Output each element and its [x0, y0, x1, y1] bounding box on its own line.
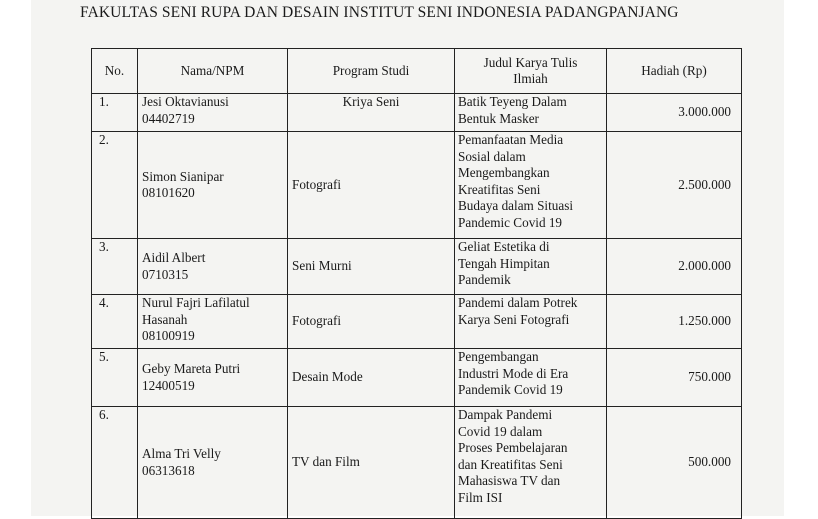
column-header-judul-line: Ilmiah: [513, 71, 548, 86]
judul-line: Pandemik Covid 19: [458, 382, 563, 397]
judul-line: Mengembangkan: [458, 165, 550, 180]
row-number: 2.: [92, 132, 138, 239]
hadiah-amount: 1.250.000: [607, 295, 742, 349]
column-header-judul: [455, 49, 607, 94]
student-name-cont: Hasanah: [142, 311, 188, 327]
student-npm: 08100919: [142, 328, 195, 343]
judul-cell: [455, 94, 607, 132]
student-npm: 0710315: [142, 266, 189, 282]
column-header-nama: Nama/NPM: [138, 49, 288, 94]
student-name: Aidil Albert: [142, 250, 206, 265]
judul-cell: [455, 239, 607, 295]
program-studi: Fotografi: [288, 295, 455, 349]
table-header-row: [92, 49, 742, 94]
program-studi: Seni Murni: [288, 239, 455, 295]
student-cell: [138, 132, 288, 239]
judul-line: Budaya dalam Situasi: [458, 198, 574, 213]
row-number: 5.: [92, 349, 138, 407]
student-name: Simon Sianipar: [142, 168, 224, 184]
judul-line: Geliat Estetika di: [458, 239, 550, 254]
hadiah-amount: 2.500.000: [607, 132, 742, 239]
student-name: Nurul Fajri Lafilatul: [142, 295, 250, 310]
table-row: [92, 295, 742, 349]
program-studi: TV dan Film: [288, 407, 455, 519]
table-row: [92, 94, 742, 132]
program-studi: Fotografi: [288, 132, 455, 239]
judul-cell: [455, 407, 607, 519]
judul-cell: [455, 132, 607, 239]
judul-line: Pemanfaatan Media: [458, 132, 564, 147]
judul-line: Film ISI: [458, 489, 503, 505]
student-npm: 12400519: [142, 377, 195, 393]
judul-line: Proses Pembelajaran: [458, 440, 568, 455]
row-number: 3.: [92, 239, 138, 295]
judul-line: Industri Mode di Era: [458, 365, 569, 381]
student-npm: 04402719: [142, 110, 195, 126]
judul-line: Tengah Himpitan: [458, 255, 550, 271]
column-header-hadiah: Hadiah (Rp): [607, 49, 742, 94]
row-number: 4.: [92, 295, 138, 349]
table-row: [92, 239, 742, 295]
student-cell: [138, 239, 288, 295]
judul-line: Karya Seni Fotografi: [458, 311, 570, 327]
table-row: [92, 349, 742, 407]
row-number: 1.: [92, 94, 138, 132]
table-row: [92, 132, 742, 239]
student-npm: 06313618: [142, 462, 195, 478]
hadiah-amount: 500.000: [607, 407, 742, 519]
student-name: Geby Mareta Putri: [142, 361, 241, 376]
judul-line: Pandemi dalam Potrek: [458, 295, 578, 310]
judul-line: Kreatifitas Seni: [458, 181, 541, 197]
page-margin-left: [0, 0, 31, 516]
judul-line: dan Kreatifitas Seni: [458, 456, 563, 472]
document-heading: FAKULTAS SENI RUPA DAN DESAIN INSTITUT SENI INDONESIA PADANGPANJANG: [80, 4, 679, 21]
program-studi: Kriya Seni: [288, 94, 455, 132]
column-header-no: No.: [92, 49, 138, 94]
page-margin-right: [784, 0, 818, 516]
student-name: Alma Tri Velly: [142, 446, 221, 461]
row-number: 6.: [92, 407, 138, 519]
student-name: Jesi Oktavianusi: [142, 94, 229, 109]
judul-line: Pandemik: [458, 272, 511, 287]
award-table: [91, 48, 742, 519]
judul-line: Sosial dalam: [458, 148, 526, 164]
judul-line: Batik Teyeng Dalam: [458, 94, 567, 109]
program-studi: Desain Mode: [288, 349, 455, 407]
judul-cell: [455, 295, 607, 349]
table-row: [92, 407, 742, 519]
student-cell: [138, 349, 288, 407]
judul-line: Covid 19 dalam: [458, 423, 543, 439]
judul-line: Bentuk Masker: [458, 110, 539, 126]
judul-line: Pengembangan: [458, 349, 539, 364]
judul-line: Dampak Pandemi: [458, 407, 553, 422]
student-cell: [138, 407, 288, 519]
judul-cell: [455, 349, 607, 407]
judul-line: Pandemic Covid 19: [458, 214, 563, 230]
hadiah-amount: 2.000.000: [607, 239, 742, 295]
student-npm: 08101620: [142, 185, 195, 200]
student-cell: [138, 94, 288, 132]
column-header-prodi: Program Studi: [288, 49, 455, 94]
judul-line: Mahasiswa TV dan: [458, 473, 561, 488]
hadiah-amount: 3.000.000: [607, 94, 742, 132]
column-header-judul-line: Judul Karya Tulis: [483, 54, 578, 70]
student-cell: [138, 295, 288, 349]
hadiah-amount: 750.000: [607, 349, 742, 407]
